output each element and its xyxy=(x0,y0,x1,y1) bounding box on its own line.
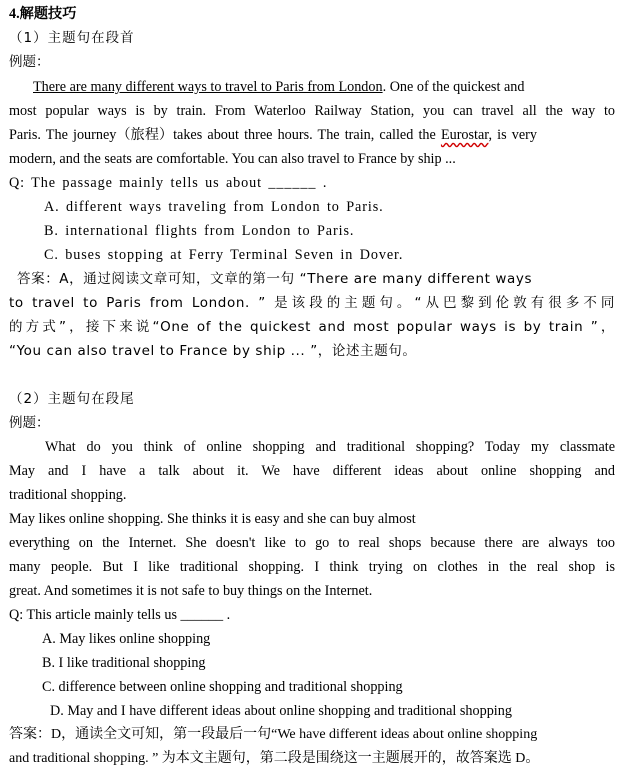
part2-para-line1: What do you think of online shopping and traditional shopping? Today my classmate xyxy=(45,439,615,455)
part1-option-b: B. international flights from London to Paris. xyxy=(44,223,355,239)
part1-para-line1 xyxy=(9,75,615,99)
part1-answer-line2: to travel to Paris from London. ” 是该段的主题句。“从巴黎到伦敦有很多不同 xyxy=(9,295,615,311)
part1-question: Q: The passage mainly tells us about ______ . xyxy=(9,175,328,191)
part2-question: Q: This article mainly tells us ______ . xyxy=(9,607,231,623)
part1-answer-line4: “You can also travel to France by ship ... ”，论述主题句。 xyxy=(9,343,417,359)
part2-option-a: A. May likes online shopping xyxy=(42,631,211,647)
part2-title: （2）主题句在段尾 xyxy=(9,391,135,407)
part1-answer-line1: 答案：A，通过阅读文章可知，文章的第一句 “There are many different ways xyxy=(17,271,533,287)
part2-option-d: D. May and I have different ideas about online shopping and traditional shopping xyxy=(50,703,512,719)
part2-para-line6: many people. But I like traditional shopping. I think trying on clothes in the real shop is xyxy=(9,559,615,575)
part2-para-line7: great. And sometimes it is not safe to buy things on the Internet. xyxy=(9,583,373,599)
part2-answer-line1: 答案：D，通读全文可知，第一段最后一句“We have different ideas about online shopping xyxy=(9,727,538,742)
part1-para-line3-a: Paris. The journey（旅程）takes about three hours. The train, called the xyxy=(9,127,436,143)
eurostar-word: Eurostar xyxy=(440,127,489,143)
part1-option-c: C. buses stopping at Ferry Terminal Seven in Dover. xyxy=(44,247,404,263)
topic-sentence: There are many different ways to travel to Paris from London xyxy=(33,79,383,95)
part1-para-line3-b: , is very xyxy=(488,127,537,143)
part1-answer-line3: 的方式”，接下来说“One of the quickest and most popular ways is by train ”， xyxy=(9,319,615,335)
part2-para-line5: everything on the Internet. She doesn't like to go to real shops because there are always too xyxy=(9,535,615,551)
part1-option-a: A. different ways traveling from London to Paris. xyxy=(44,199,384,215)
section-heading: 4.解题技巧 xyxy=(9,6,77,22)
part2-option-b: B. I like traditional shopping xyxy=(42,655,206,671)
part2-example-label: 例题： xyxy=(9,415,50,431)
part2-para-line2: May and I have a talk about it. We have different ideas about online shopping and xyxy=(9,463,615,479)
part2-para-line4: May likes online shopping. She thinks it is easy and she can buy almost xyxy=(9,511,416,527)
part1-para-line1-rest: . One of the quickest and xyxy=(382,79,525,95)
part1-para-line4: modern, and the seats are comfortable. You can also travel to France by ship ... xyxy=(9,151,456,167)
part1-title: （1）主题句在段首 xyxy=(9,30,135,46)
part1-para-line2: most popular ways is by train. From Waterloo Railway Station, you can travel all the way to xyxy=(9,103,615,119)
part2-option-c: C. difference between online shopping and traditional shopping xyxy=(42,679,403,695)
part1-example-label: 例题： xyxy=(9,54,50,70)
part2-para-line3: traditional shopping. xyxy=(9,487,127,503)
part1-para-line3 xyxy=(9,123,615,147)
part2-answer-line2: and traditional shopping. ” 为本文主题句，第二段是围绕这一主题展开的，故答案选 D。 xyxy=(9,751,540,766)
